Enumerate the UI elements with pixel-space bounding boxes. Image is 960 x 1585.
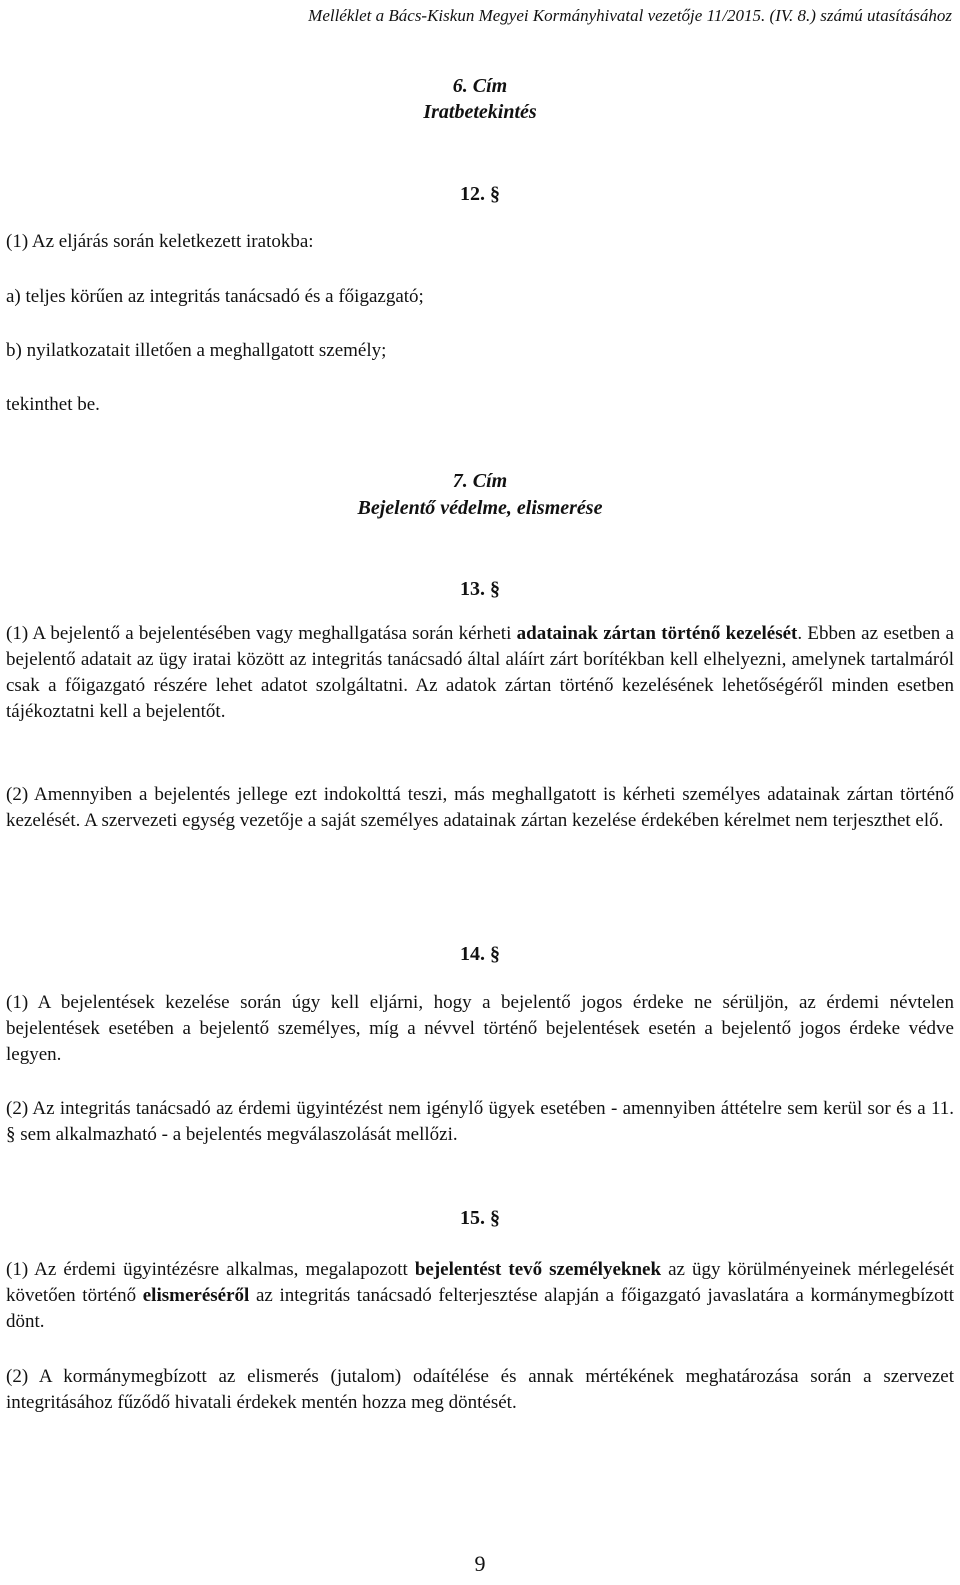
section-13-para-2: (2) Amennyiben a bejelentés jellege ezt indokolttá teszi, más meghallgatott is kérheti személyes adatainak zártan történő kezelését. A szervezeti egység vezetője a saját személyes adatainak zártan kezelése érdekében kérelmet nem terjeszthet elő. — [6, 784, 954, 831]
chapter-7-title: Bejelentő védelme, elismerése — [357, 497, 603, 519]
section-12-item-a: a) teljes körűen az integritás tanácsadó és a főigazgató; — [6, 286, 424, 307]
section-14-number: 14. § — [460, 943, 500, 965]
section-12-number: 12. § — [460, 183, 500, 205]
chapter-6-number: 6. Cím — [452, 75, 508, 97]
section-14-para-1: (1) A bejelentések kezelése során úgy kell eljárni, hogy a bejelentő jogos érdeke ne sérüljön, az érdemi névtelen bejelentések esetében a bejelentő személyes, míg a névvel történő bejelentések esetén a bejelentő jogos érdeke védve legyen. — [6, 992, 954, 1065]
chapter-6-title: Iratbetekintés — [423, 101, 537, 123]
section-13-para-1: (1) A bejelentő a bejelentésében vagy meghallgatása során kérheti adatainak zártan történő kezelését. Ebben az esetben a bejelentő adatait az ügy iratai között az integritás tanácsadó által aláírt zárt borítékban kell elhelyezni, amelynek tartalmáról csak a főigazgató részére lehet adatot szolgáltatni. Az adatok zártan történő kezelésének lehetőségéről minden esetben tájékoztatni kell a bejelentőt. — [6, 623, 954, 722]
bold-phrase: elismeréséről — [142, 1285, 250, 1306]
bold-phrase: bejelentést tevő személyeknek — [414, 1259, 662, 1280]
section-12-closing: tekinthet be. — [6, 394, 100, 415]
page-header: Melléklet a Bács-Kiskun Megyei Kormányhivatal vezetője 11/2015. (IV. 8.) számú utasításához — [308, 6, 952, 25]
section-14-para-2: (2) Az integritás tanácsadó az érdemi ügyintézést nem igénylő ügyek esetében - amennyiben áttételre sem kerül sor és a 11. § sem alkalmazható - a bejelentés megválaszolását mellőzi. — [6, 1098, 954, 1145]
section-15-number: 15. § — [460, 1207, 500, 1229]
page-number: 9 — [474, 1551, 486, 1576]
bold-phrase: adatainak zártan történő kezelését — [516, 623, 798, 644]
section-12-item-b: b) nyilatkozatait illetően a meghallgatott személy; — [6, 340, 387, 361]
chapter-7-number: 7. Cím — [452, 470, 508, 492]
section-15-para-2: (2) A kormánymegbízott az elismerés (jutalom) odaítélése és annak mértékének meghatározása során a szervezet integritásához fűződő hivatali érdekek mentén hozza meg döntését. — [6, 1366, 954, 1413]
section-12-para-1: (1) Az eljárás során keletkezett iratokba: — [6, 231, 314, 252]
section-15-para-1: (1) Az érdemi ügyintézésre alkalmas, megalapozott bejelentést tevő személyeknek az ügy körülményeinek mérlegelését követően történő elismeréséről az integritás tanácsadó felterjesztése alapján a főigazgató javaslatára a kormánymegbízott dönt. — [6, 1259, 954, 1332]
section-13-number: 13. § — [460, 578, 500, 600]
